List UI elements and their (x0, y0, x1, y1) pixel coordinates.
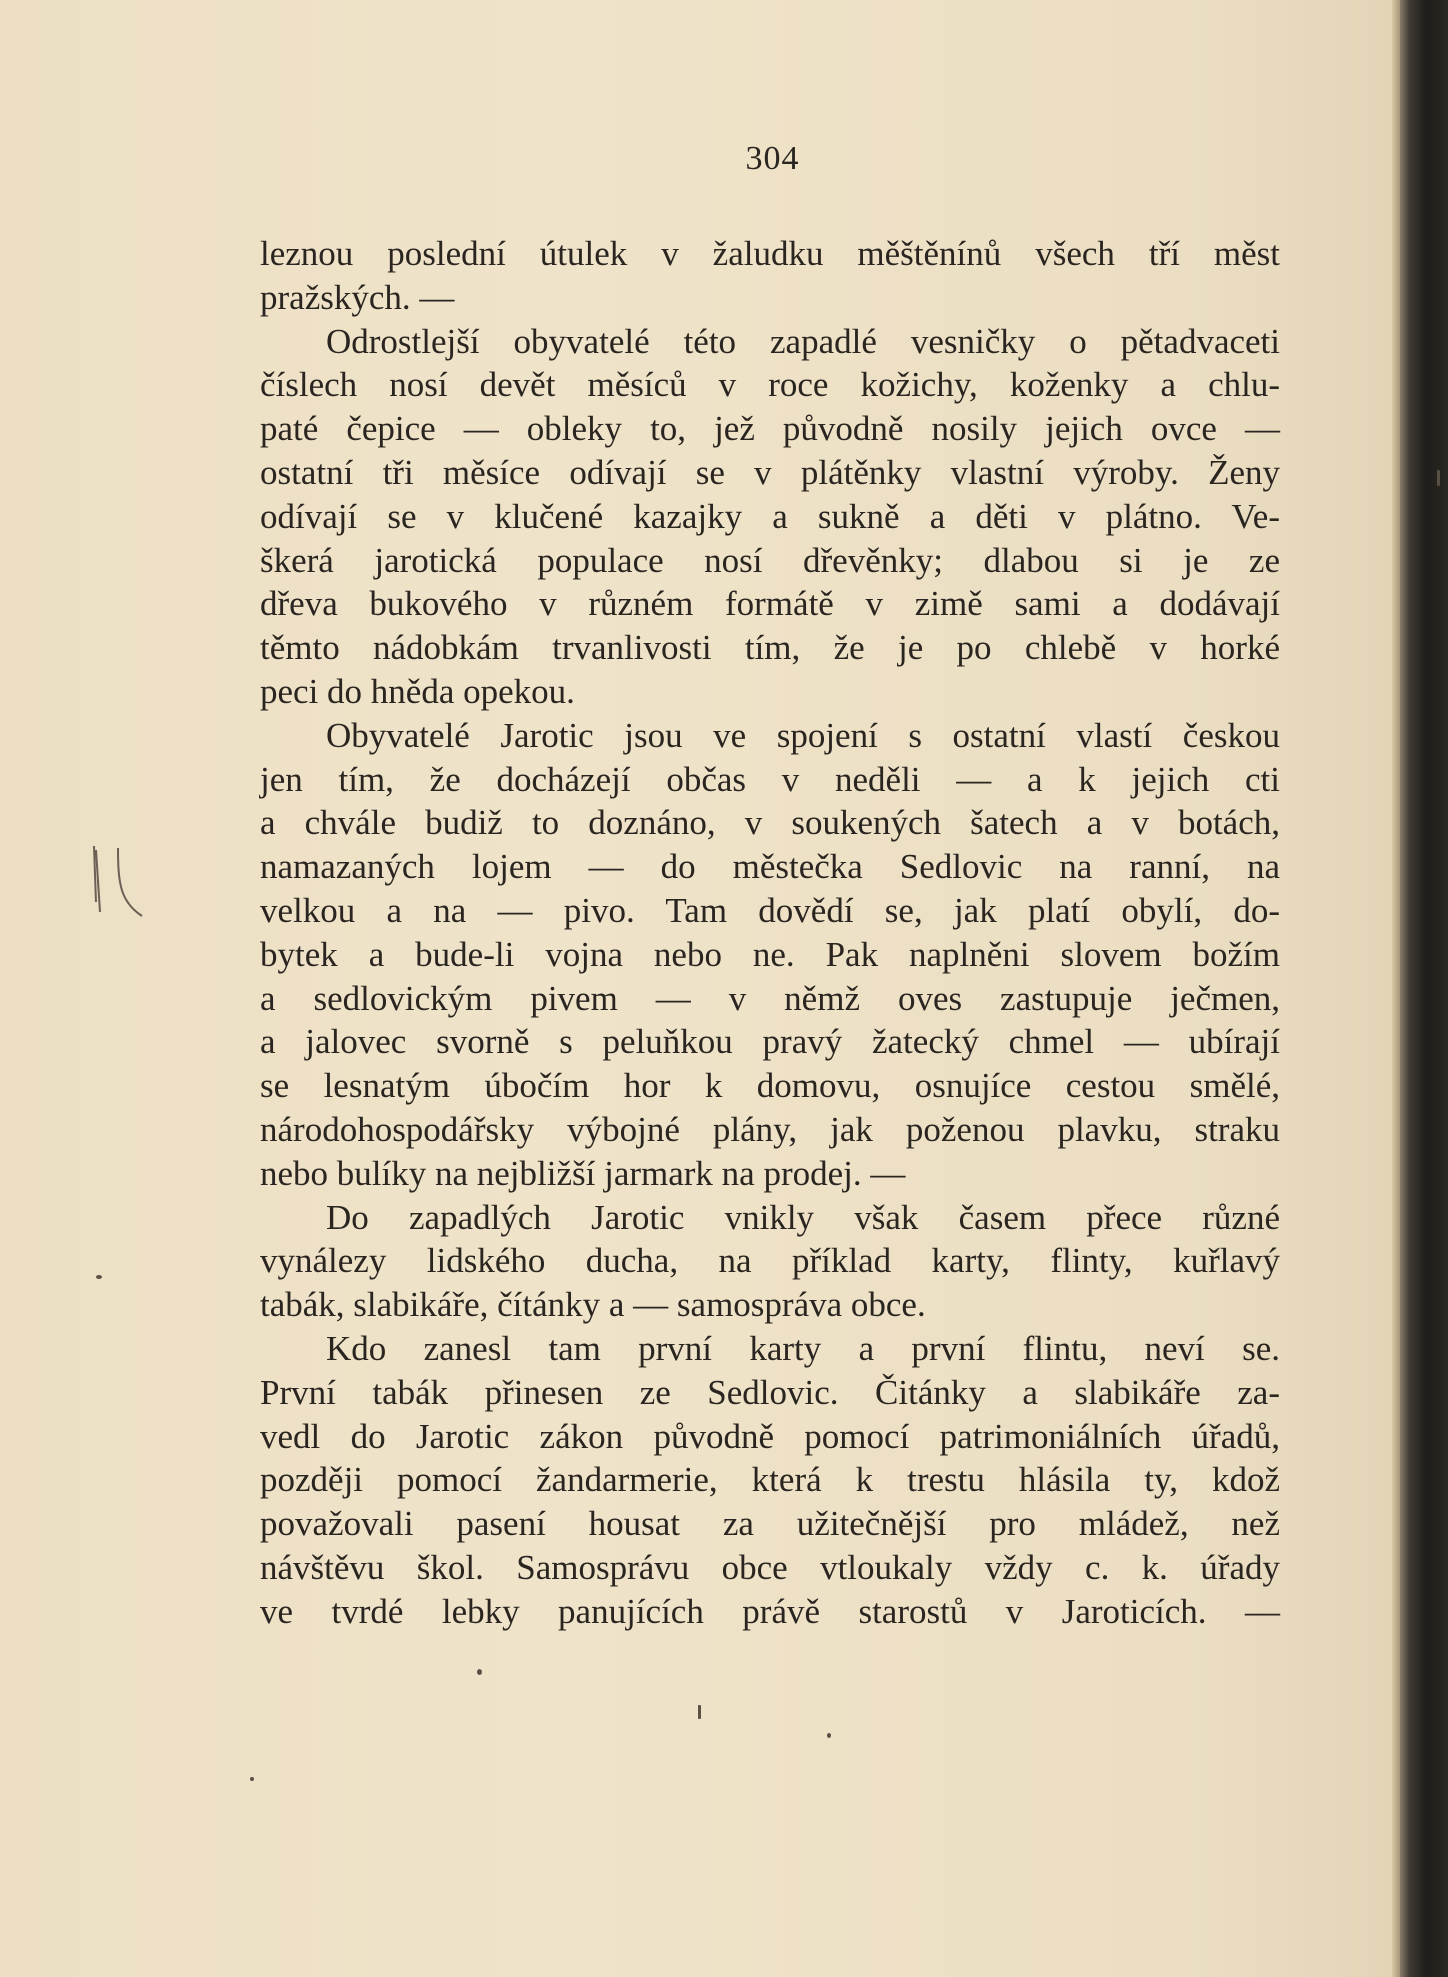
text-line: považovali pasení housat za užitečnější pro mládež, než (260, 1504, 1280, 1544)
text-line: dřeva bukového v různém formátě v zimě sami a dodávají (260, 584, 1280, 624)
ink-speck (827, 1733, 831, 1738)
book-binding (1400, 0, 1448, 1977)
text-line: Obyvatelé Jarotic jsou ve spojení s ostatní vlastí českou (326, 715, 1280, 755)
text-line: a jalovec svorně s peluňkou pravý žatecký chmel — ubírají (260, 1022, 1280, 1062)
text-line: odívají se v klučené kazajky a sukně a děti v plátno. Ve- (260, 496, 1280, 536)
text-line: První tabák přinesen ze Sedlovic. Čitánky a slabikáře za- (260, 1372, 1280, 1412)
text-line: ostatní tři měsíce odívají se v plátěnky vlastní výroby. Ženy (260, 452, 1280, 492)
text-line: číslech nosí devět měsíců v roce kožichy, koženky a chlu- (260, 365, 1280, 405)
text-line: Do zapadlých Jarotic vnikly však časem přece různé (326, 1197, 1280, 1237)
body-text (260, 232, 1280, 1634)
text-line: peci do hněda opekou. (260, 671, 575, 711)
ink-speck (477, 1669, 482, 1675)
text-line: vedl do Jarotic zákon původně pomocí patrimoniálních úřadů, (260, 1416, 1280, 1456)
page-edge-shadow (1392, 0, 1400, 1977)
text-line: tabák, slabikáře, čítánky a — samospráva obce. (260, 1285, 926, 1325)
text-line: a chvále budiž to doznáno, v soukených šatech a v botách, (260, 803, 1280, 843)
ink-speck (250, 1777, 254, 1781)
text-line: bytek a bude-li vojna nebo ne. Pak naplněni slovem božím (260, 934, 1280, 974)
text-line: namazaných lojem — do městečka Sedlovic na ranní, na (260, 847, 1280, 887)
text-line: později pomocí žandarmerie, která k trestu hlásila ty, kdož (260, 1460, 1280, 1500)
text-line: nebo bulíky na nejbližší jarmark na prodej. — (260, 1153, 906, 1193)
text-line: leznou poslední útulek v žaludku měštěnínů všech tří měst (260, 234, 1280, 273)
pencil-mark-icon (88, 842, 168, 932)
text-line: paté čepice — obleky to, jež původně nosily jejich ovce — (260, 409, 1280, 449)
text-line: jen tím, že docházejí občas v neděli — a k jejich cti (260, 759, 1280, 799)
text-line: ve tvrdé lebky panujících právě starostů v Jaroticích. — (260, 1591, 1280, 1631)
text-line: národohospodářsky výbojné plány, jak poženou plavku, straku (260, 1109, 1280, 1149)
text-line: a sedlovickým pivem — v němž oves zastupuje ječmen, (260, 978, 1280, 1018)
ink-speck (698, 1705, 701, 1719)
text-line: vynálezy lidského ducha, na příklad karty, flinty, kuřlavý (260, 1241, 1280, 1281)
text-line: se lesnatým úbočím hor k domovu, osnujíce cestou smělé, (260, 1066, 1280, 1106)
text-line: Kdo zanesl tam první karty a první flintu, neví se. (326, 1328, 1280, 1368)
ink-speck (1437, 470, 1440, 486)
text-line: těmto nádobkám trvanlivosti tím, že je po chlebě v horké (260, 628, 1280, 668)
text-line: velkou a na — pivo. Tam dovědí se, jak platí obylí, do- (260, 890, 1280, 930)
page-number: 304 (745, 140, 800, 177)
text-line: škerá jarotická populace nosí dřevěnky; dlabou si je ze (260, 540, 1280, 580)
text-line: pražských. — (260, 277, 455, 317)
text-line: návštěvu škol. Samosprávu obce vtloukaly vždy c. k. úřady (260, 1547, 1280, 1587)
ink-speck (96, 1275, 102, 1279)
text-line: Odrostlejší obyvatelé této zapadlé vesničky o pětadvaceti (326, 321, 1280, 361)
